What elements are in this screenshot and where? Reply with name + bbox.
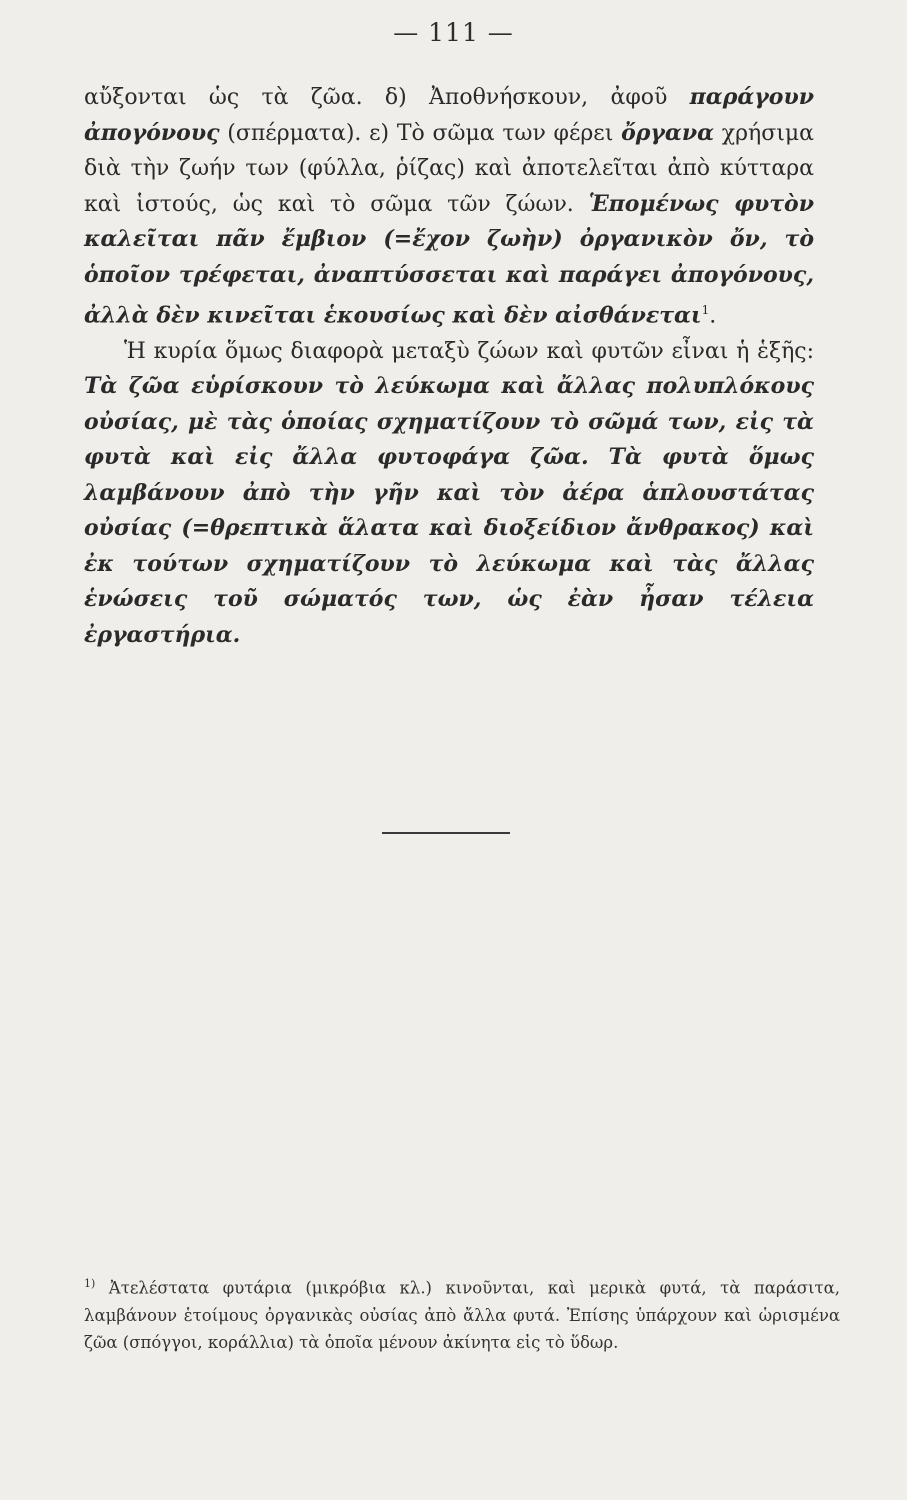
p1-bold-c: ὄργανα	[621, 119, 715, 146]
footnote-mark: 1)	[84, 1277, 96, 1290]
p2-text: Ἡ κυρία ὅμως διαφορὰ μεταξὺ ζώων καὶ φυτῶν εἶναι ἡ ἑξῆς:	[124, 338, 814, 364]
p1-end: .	[709, 303, 717, 329]
p1-text-b: (σπέρματα). ε) Τὸ σῶμα των φέρει	[219, 120, 622, 146]
plant-definition: Ἑπομένως φυτὸν καλεῖται πᾶν ἔμβιον (=ἔχον ζωὴν) ὀργανικὸν ὄν, τὸ ὁποῖον τρέφεται, ἀναπτύσσεται καὶ παράγει ἀπογόνους, ἀλλὰ δὲν κινεῖται ἑκουσίως καὶ δὲν αἰσθάνεται	[84, 190, 814, 329]
main-text	[84, 80, 814, 653]
footnote-1	[84, 1270, 840, 1356]
section-divider	[382, 832, 510, 834]
footnotes	[84, 1270, 840, 1356]
p1-bold-a: παράγουν	[689, 84, 814, 110]
p2-bold: Τὰ ζῶα εὑρίσκουν τὸ λεύκωμα καὶ ἄλλας πολυπλόκους οὐσίας, μὲ τὰς ὁποίας σχηματίζουν τὸ σῶμά των, εἰς τὰ φυτὰ καὶ εἰς ἄλλα φυτοφάγα ζῶα. Τὰ φυτὰ ὅμως λαμβάνουν ἀπὸ τὴν γῆν καὶ τὸν ἀέρα ἁπλουστάτας οὐσίας (=θρεπτικὰ ἅλατα καὶ διοξείδιον ἄνθρακος) καὶ ἐκ τούτων σχηματίζουν τὸ λεύκωμα καὶ τὰς ἄλλας ἑνώσεις τοῦ σώματός των, ὡς ἐὰν ἦσαν τέλεια ἐργαστήρια.	[84, 373, 814, 648]
p1-text-a: αὔξονται ὡς τὰ ζῶα. δ) Ἀποθνήσκουν, ἀφοῦ	[84, 85, 690, 110]
p1-bold-b: ἀπογόνους	[84, 119, 220, 146]
footnote-reference: 1	[701, 303, 710, 317]
p1-text-c: χρήσιμα διὰ τὴν ζωήν των (φύλλα, ῥίζας) καὶ ἀποτελεῖται ἀπὸ κύτταρα καὶ ἱστούς, ὡς καὶ τὸ σῶμα τῶν ζώων.	[84, 120, 814, 217]
page-number: — 111 —	[393, 18, 514, 47]
paragraph-1	[84, 80, 814, 334]
paragraph-2	[84, 334, 814, 654]
footnote-text: Ἀτελέστατα φυτάρια (μικρόβια κλ.) κινοῦνται, καὶ μερικὰ φυτά, τὰ παράσιτα, λαμβάνουν ἑτοίμους ὀργανικὰς οὐσίας ἀπὸ ἄλλα φυτά. Ἐπίσης ὑπάρχουν καὶ ὡρισμένα ζῶα (σπόγγοι, κοράλλια) τὰ ὁποῖα μένουν ἀκίνητα εἰς τὸ ὕδωρ.	[84, 1278, 840, 1352]
